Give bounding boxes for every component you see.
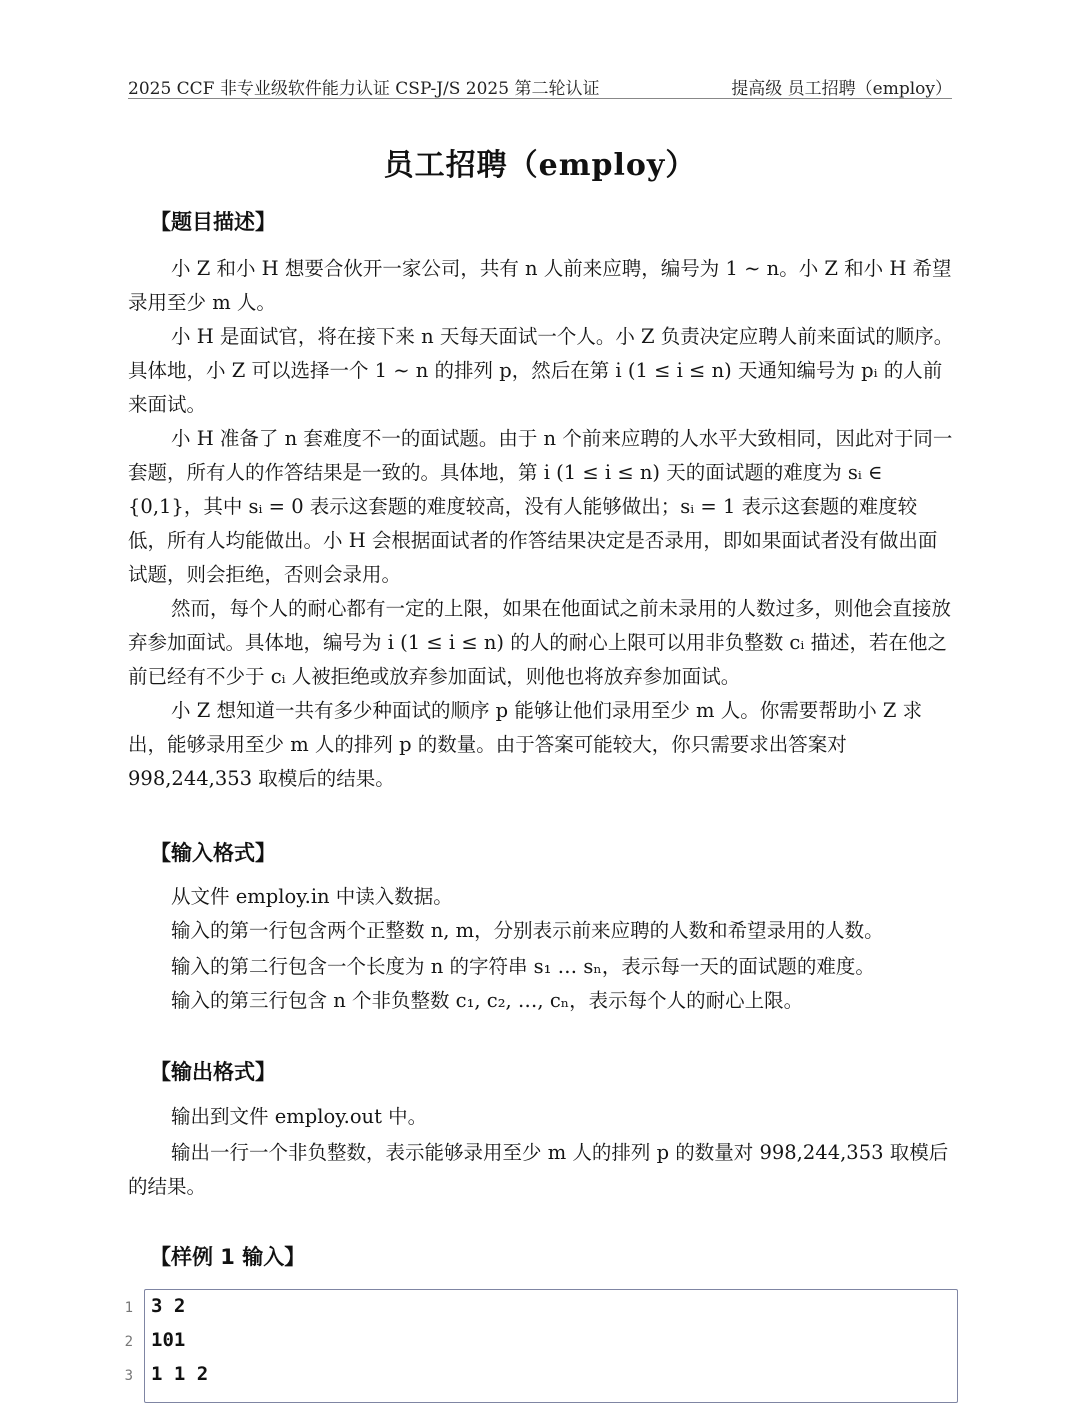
- line-number: 1: [124, 1300, 133, 1316]
- description-paragraph-2: 小 H 是面试官，将在接下来 n 天每天面试一个人。小 Z 负责决定应聘人前来面试的顺序。具体地，小 Z 可以选择一个 1 ∼ n 的排列 p，然后在第 i (1 ≤ i ≤ n) 天通知编号为 pᵢ 的人前来面试。: [128, 325, 954, 416]
- description-paragraph-3: 小 H 准备了 n 套难度不一的面试题。由于 n 个前来应聘的人水平大致相同，因此对于同一套题，所有人的作答结果是一致的。具体地，第 i (1 ≤ i ≤ n) 天的面试题的难度为 sᵢ ∈ {0,1}，其中 sᵢ = 0 表示这套题的难度较高，没有人能够做出；sᵢ = 1 表示这套题的难度较低，所有人均能做出。小 H 会根据面试者的作答结果决定是否录用，即如果面试者没有做出面试题，则会拒绝，否则会录用。: [128, 427, 953, 586]
- input-format-line-2: 输入的第一行包含两个正整数 n, m，分别表示前来应聘的人数和希望录用的人数。: [171, 919, 884, 942]
- code-line: [124, 1324, 957, 1358]
- description-paragraph-5: 小 Z 想知道一共有多少种面试的顺序 p 能够让他们录用至少 m 人。你需要帮助小 Z 求出，能够录用至少 m 人的排列 p 的数量。由于答案可能较大，你只需要求出答案对 998,244,353 取模后的结果。: [128, 699, 923, 790]
- input-format-heading: 【输入格式】: [150, 841, 276, 865]
- sample-1-input-code-block: [124, 1289, 958, 1403]
- sample-1-input-heading: 【样例 1 输入】: [150, 1245, 306, 1269]
- code-text: 3 2: [151, 1295, 186, 1317]
- line-number: 2: [124, 1334, 133, 1350]
- page-header: [128, 72, 952, 99]
- output-format-line-2: 输出一行一个非负整数，表示能够录用至少 m 人的排列 p 的数量对 998,244,353 取模后的结果。: [128, 1141, 949, 1198]
- code-text: 1 1 2: [151, 1363, 209, 1385]
- header-left: 2025 CCF 非专业级软件能力认证 CSP-J/S 2025 第二轮认证: [128, 79, 600, 99]
- input-format-line-1: 从文件 employ.in 中读入数据。: [171, 885, 453, 908]
- description-paragraph-1: 小 Z 和小 H 想要合伙开一家公司，共有 n 人前来应聘，编号为 1 ∼ n。小 Z 和小 H 希望录用至少 m 人。: [128, 257, 952, 314]
- output-format-heading: 【输出格式】: [150, 1060, 276, 1084]
- header-right: 提高级 员工招聘（employ）: [731, 79, 952, 99]
- input-format-line-3: 输入的第二行包含一个长度为 n 的字符串 s₁ … sₙ，表示每一天的面试题的难度。: [171, 955, 875, 978]
- output-format-line-1: 输出到文件 employ.out 中。: [171, 1105, 428, 1128]
- description-paragraph-4: 然而，每个人的耐心都有一定的上限，如果在他面试之前未录用的人数过多，则他会直接放弃参加面试。具体地，编号为 i (1 ≤ i ≤ n) 的人的耐心上限可以用非负整数 cᵢ 描述，若在他之前已经有不少于 cᵢ 人被拒绝或放弃参加面试，则他也将放弃参加面试。: [128, 597, 952, 688]
- line-number: 3: [124, 1368, 133, 1384]
- code-line: [124, 1358, 957, 1392]
- input-format-line-4: 输入的第三行包含 n 个非负整数 c₁, c₂, …, cₙ，表示每个人的耐心上限。: [171, 989, 804, 1012]
- code-line: [124, 1290, 957, 1324]
- code-text: 101: [151, 1329, 186, 1351]
- description-heading: 【题目描述】: [150, 210, 276, 234]
- page-title: 员工招聘（employ）: [383, 148, 697, 183]
